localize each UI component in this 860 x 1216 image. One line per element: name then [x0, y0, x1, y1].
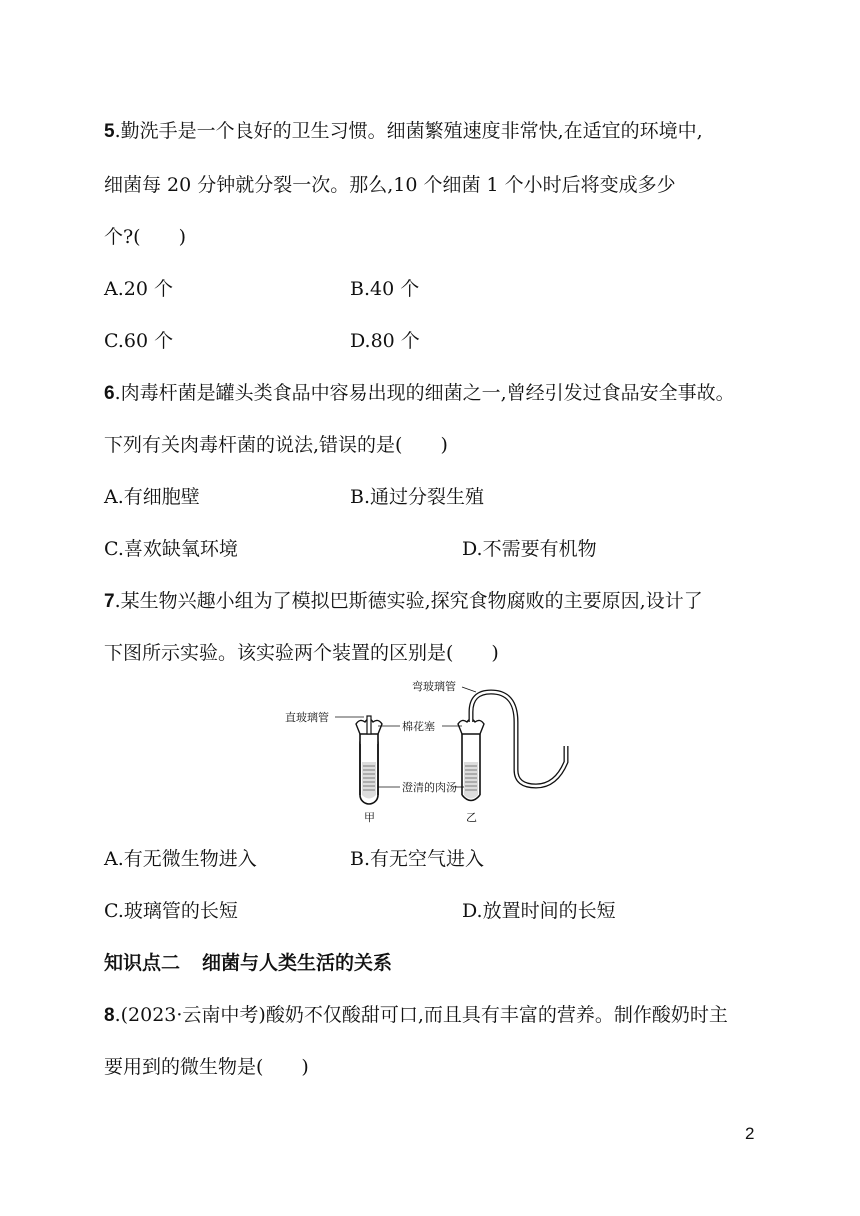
q6-line-2: 下列有关肉毒杆菌的说法,错误的是( ) [104, 434, 448, 456]
label-clear-broth: 澄清的肉汤 [402, 781, 457, 794]
q5-option-a: A.20 个 [104, 278, 173, 300]
q5-option-b: B.40 个 [350, 278, 420, 300]
q6-option-b: B.通过分裂生殖 [350, 486, 485, 508]
q5-line-2: 细菌每 20 分钟就分裂一次。那么,10 个细菌 1 个小时后将变成多少 [104, 174, 676, 196]
q5-line-3: 个?( ) [104, 226, 187, 248]
q5-option-d: D.80 个 [350, 330, 420, 352]
label-curved-tube: 弯玻璃管 [412, 680, 456, 693]
q7-text-1: .某生物兴趣小组为了模拟巴斯德实验,探究食物腐败的主要原因,设计了 [114, 590, 703, 612]
q7-option-d: D.放置时间的长短 [462, 900, 616, 922]
flask-jia [356, 716, 382, 804]
label-cotton-plug: 棉花塞 [402, 720, 435, 733]
q6-line-1 [104, 380, 735, 407]
q5-line-1 [104, 118, 703, 145]
q7-line-1 [104, 588, 703, 615]
q7-option-c: C.玻璃管的长短 [104, 900, 238, 922]
pasteur-experiment-figure [280, 678, 580, 828]
q7-option-b: B.有无空气进入 [350, 848, 485, 870]
q6-option-a: A.有细胞壁 [104, 486, 200, 508]
label-jia: 甲 [364, 811, 375, 824]
q6-option-c: C.喜欢缺氧环境 [104, 538, 238, 560]
q7-line-2: 下图所示实验。该实验两个装置的区别是( ) [104, 642, 499, 664]
section-title: 知识点二 [104, 952, 181, 974]
page-number: 2 [745, 1124, 755, 1143]
q8-line-1 [104, 1002, 728, 1029]
q6-option-d: D.不需要有机物 [462, 538, 597, 560]
section-heading [104, 950, 392, 976]
q7-option-a: A.有无微生物进入 [104, 848, 257, 870]
q5-number: 5 [104, 121, 115, 142]
label-yi: 乙 [466, 811, 477, 824]
q7-number: 7 [104, 591, 115, 612]
q6-text-1: .肉毒杆菌是罐头类食品中容易出现的细菌之一,曾经引发过食品安全事故。 [114, 382, 735, 404]
q6-number: 6 [104, 383, 115, 404]
q8-text-1: .(2023·云南中考)酸奶不仅酸甜可口,而且具有丰富的营养。制作酸奶时主 [114, 1004, 728, 1026]
q5-option-c: C.60 个 [104, 330, 174, 352]
section-subtitle: 细菌与人类生活的关系 [202, 952, 393, 974]
label-straight-tube: 直玻璃管 [285, 711, 329, 724]
q8-line-2: 要用到的微生物是( ) [104, 1056, 309, 1078]
q5-text-1: .勤洗手是一个良好的卫生习惯。细菌繁殖速度非常快,在适宜的环境中, [114, 120, 703, 142]
q8-number: 8 [104, 1005, 115, 1026]
flask-yi [458, 692, 566, 801]
